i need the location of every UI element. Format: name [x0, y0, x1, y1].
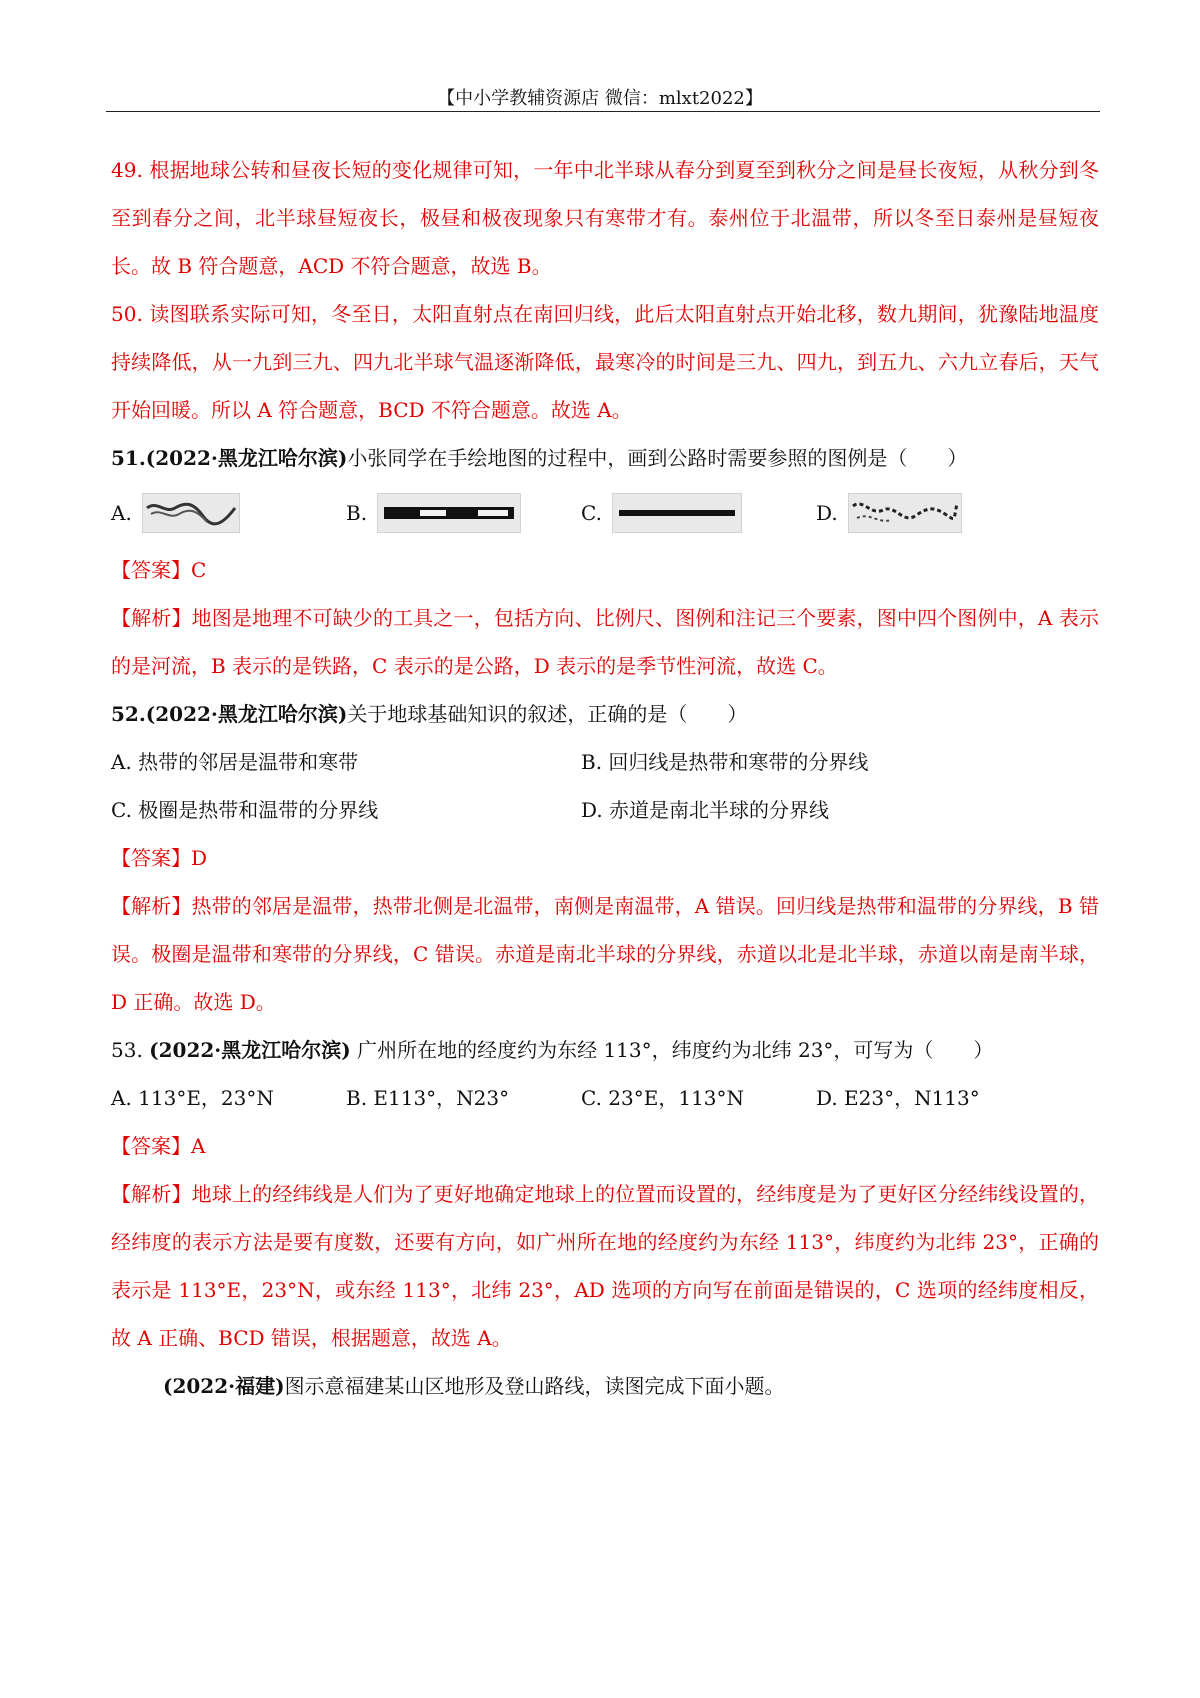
q52-stem — [111, 690, 1099, 738]
q52-option-c: C. 极圈是热带和温带的分界线 — [111, 798, 379, 822]
q52-source: 52.(2022·黑龙江哈尔滨) — [111, 702, 348, 726]
option-label: D. — [816, 501, 838, 525]
road-legend-icon — [612, 493, 742, 533]
q51-option-b — [346, 493, 581, 533]
q52-stem-text: 关于地球基础知识的叙述，正确的是（ ） — [347, 702, 748, 726]
page-header: 【中小学教辅资源店 微信：mlxt2022】 — [437, 88, 763, 109]
fujian-intro-text: 图示意福建某山区地形及登山路线，读图完成下面小题。 — [284, 1374, 785, 1398]
q51-option-d — [816, 493, 1051, 533]
q51-options — [111, 488, 1099, 538]
q49-explanation: 49. 根据地球公转和昼夜长短的变化规律可知，一年中北半球从春分到夏至到秋分之间是昼长夜短，从秋分到冬至到春分之间，北半球昼短夜长，极昼和极夜现象只有寒带才有。泰州位于北温带，所以冬至日泰州是昼短夜长。故 B 符合题意，ACD 不符合题意，故选 B。 — [111, 158, 1099, 278]
q52-option-a: A. 热带的邻居是温带和寒带 — [111, 750, 359, 774]
q53-analysis: 【解析】地球上的经纬线是人们为了更好地确定地球上的位置而设置的，经纬度是为了更好区分经纬线设置的，经纬度的表示方法是要有度数，还要有方向，如广州所在地的经度约为东经 113°，纬度约为北纬 23°，正确的表示是 113°E，23°N，或东经 113°，北纬 23°，AD 选项的方向写在前面是错误的，C 选项的经纬度相反，故 A 正确、BCD 错误，根据题意，故选 A。 — [111, 1182, 1099, 1350]
seasonal-river-legend-icon — [848, 493, 962, 533]
document-body — [111, 146, 1099, 1410]
q52-option-d: D. 赤道是南北半球的分界线 — [581, 798, 830, 822]
q51-option-c — [581, 493, 816, 533]
option-label: A. — [111, 501, 132, 525]
q53-option-b: B. E113°，N23° — [346, 1086, 510, 1110]
q53-number: 53. — [111, 1038, 150, 1062]
q51-answer: 【答案】C — [111, 558, 207, 582]
q52-option-b: B. 回归线是热带和寒带的分界线 — [581, 750, 869, 774]
q53-stem — [111, 1026, 1099, 1074]
q53-option-a: A. 113°E，23°N — [111, 1086, 274, 1110]
q52-answer: 【答案】D — [111, 846, 208, 870]
header-divider — [106, 111, 1100, 112]
option-label: B. — [346, 501, 368, 525]
q51-stem-text: 小张同学在手绘地图的过程中，画到公路时需要参照的图例是（ ） — [347, 446, 968, 470]
q53-options — [111, 1074, 1099, 1122]
railway-legend-icon — [377, 493, 521, 533]
q53-option-d: D. E23°，N113° — [816, 1086, 980, 1110]
fujian-source: (2022·福建) — [163, 1374, 285, 1398]
q53-option-c: C. 23°E，113°N — [581, 1086, 745, 1110]
q52-analysis: 【解析】热带的邻居是温带，热带北侧是北温带，南侧是南温带，A 错误。回归线是热带和温带的分界线，B 错误。极圈是温带和寒带的分界线，C 错误。赤道是南北半球的分界线，赤道以北是北半球，赤道以南是南半球，D 正确。故选 D。 — [111, 894, 1099, 1014]
river-legend-icon — [142, 493, 240, 533]
q52-options — [111, 738, 1099, 834]
q51-stem — [111, 434, 1099, 482]
q53-answer: 【答案】A — [111, 1134, 206, 1158]
q50-explanation: 50. 读图联系实际可知，冬至日，太阳直射点在南回归线，此后太阳直射点开始北移，数九期间，犹豫陆地温度持续降低，从一九到三九、四九北半球气温逐渐降低，最寒冷的时间是三九、四九，到五九、六九立春后，天气开始回暖。所以 A 符合题意，BCD 不符合题意。故选 A。 — [111, 302, 1099, 422]
q51-source: 51.(2022·黑龙江哈尔滨) — [111, 446, 348, 470]
option-label: C. — [581, 501, 602, 525]
fujian-intro — [111, 1362, 1099, 1410]
q51-option-a — [111, 493, 346, 533]
q53-stem-text: 广州所在地的经度约为东经 113°，纬度约为北纬 23°，可写为（ ） — [350, 1038, 994, 1062]
q53-source: (2022·黑龙江哈尔滨) — [149, 1038, 351, 1062]
q51-analysis: 【解析】地图是地理不可缺少的工具之一，包括方向、比例尺、图例和注记三个要素，图中四个图例中，A 表示的是河流，B 表示的是铁路，C 表示的是公路，D 表示的是季节性河流，故选 C。 — [111, 606, 1099, 678]
